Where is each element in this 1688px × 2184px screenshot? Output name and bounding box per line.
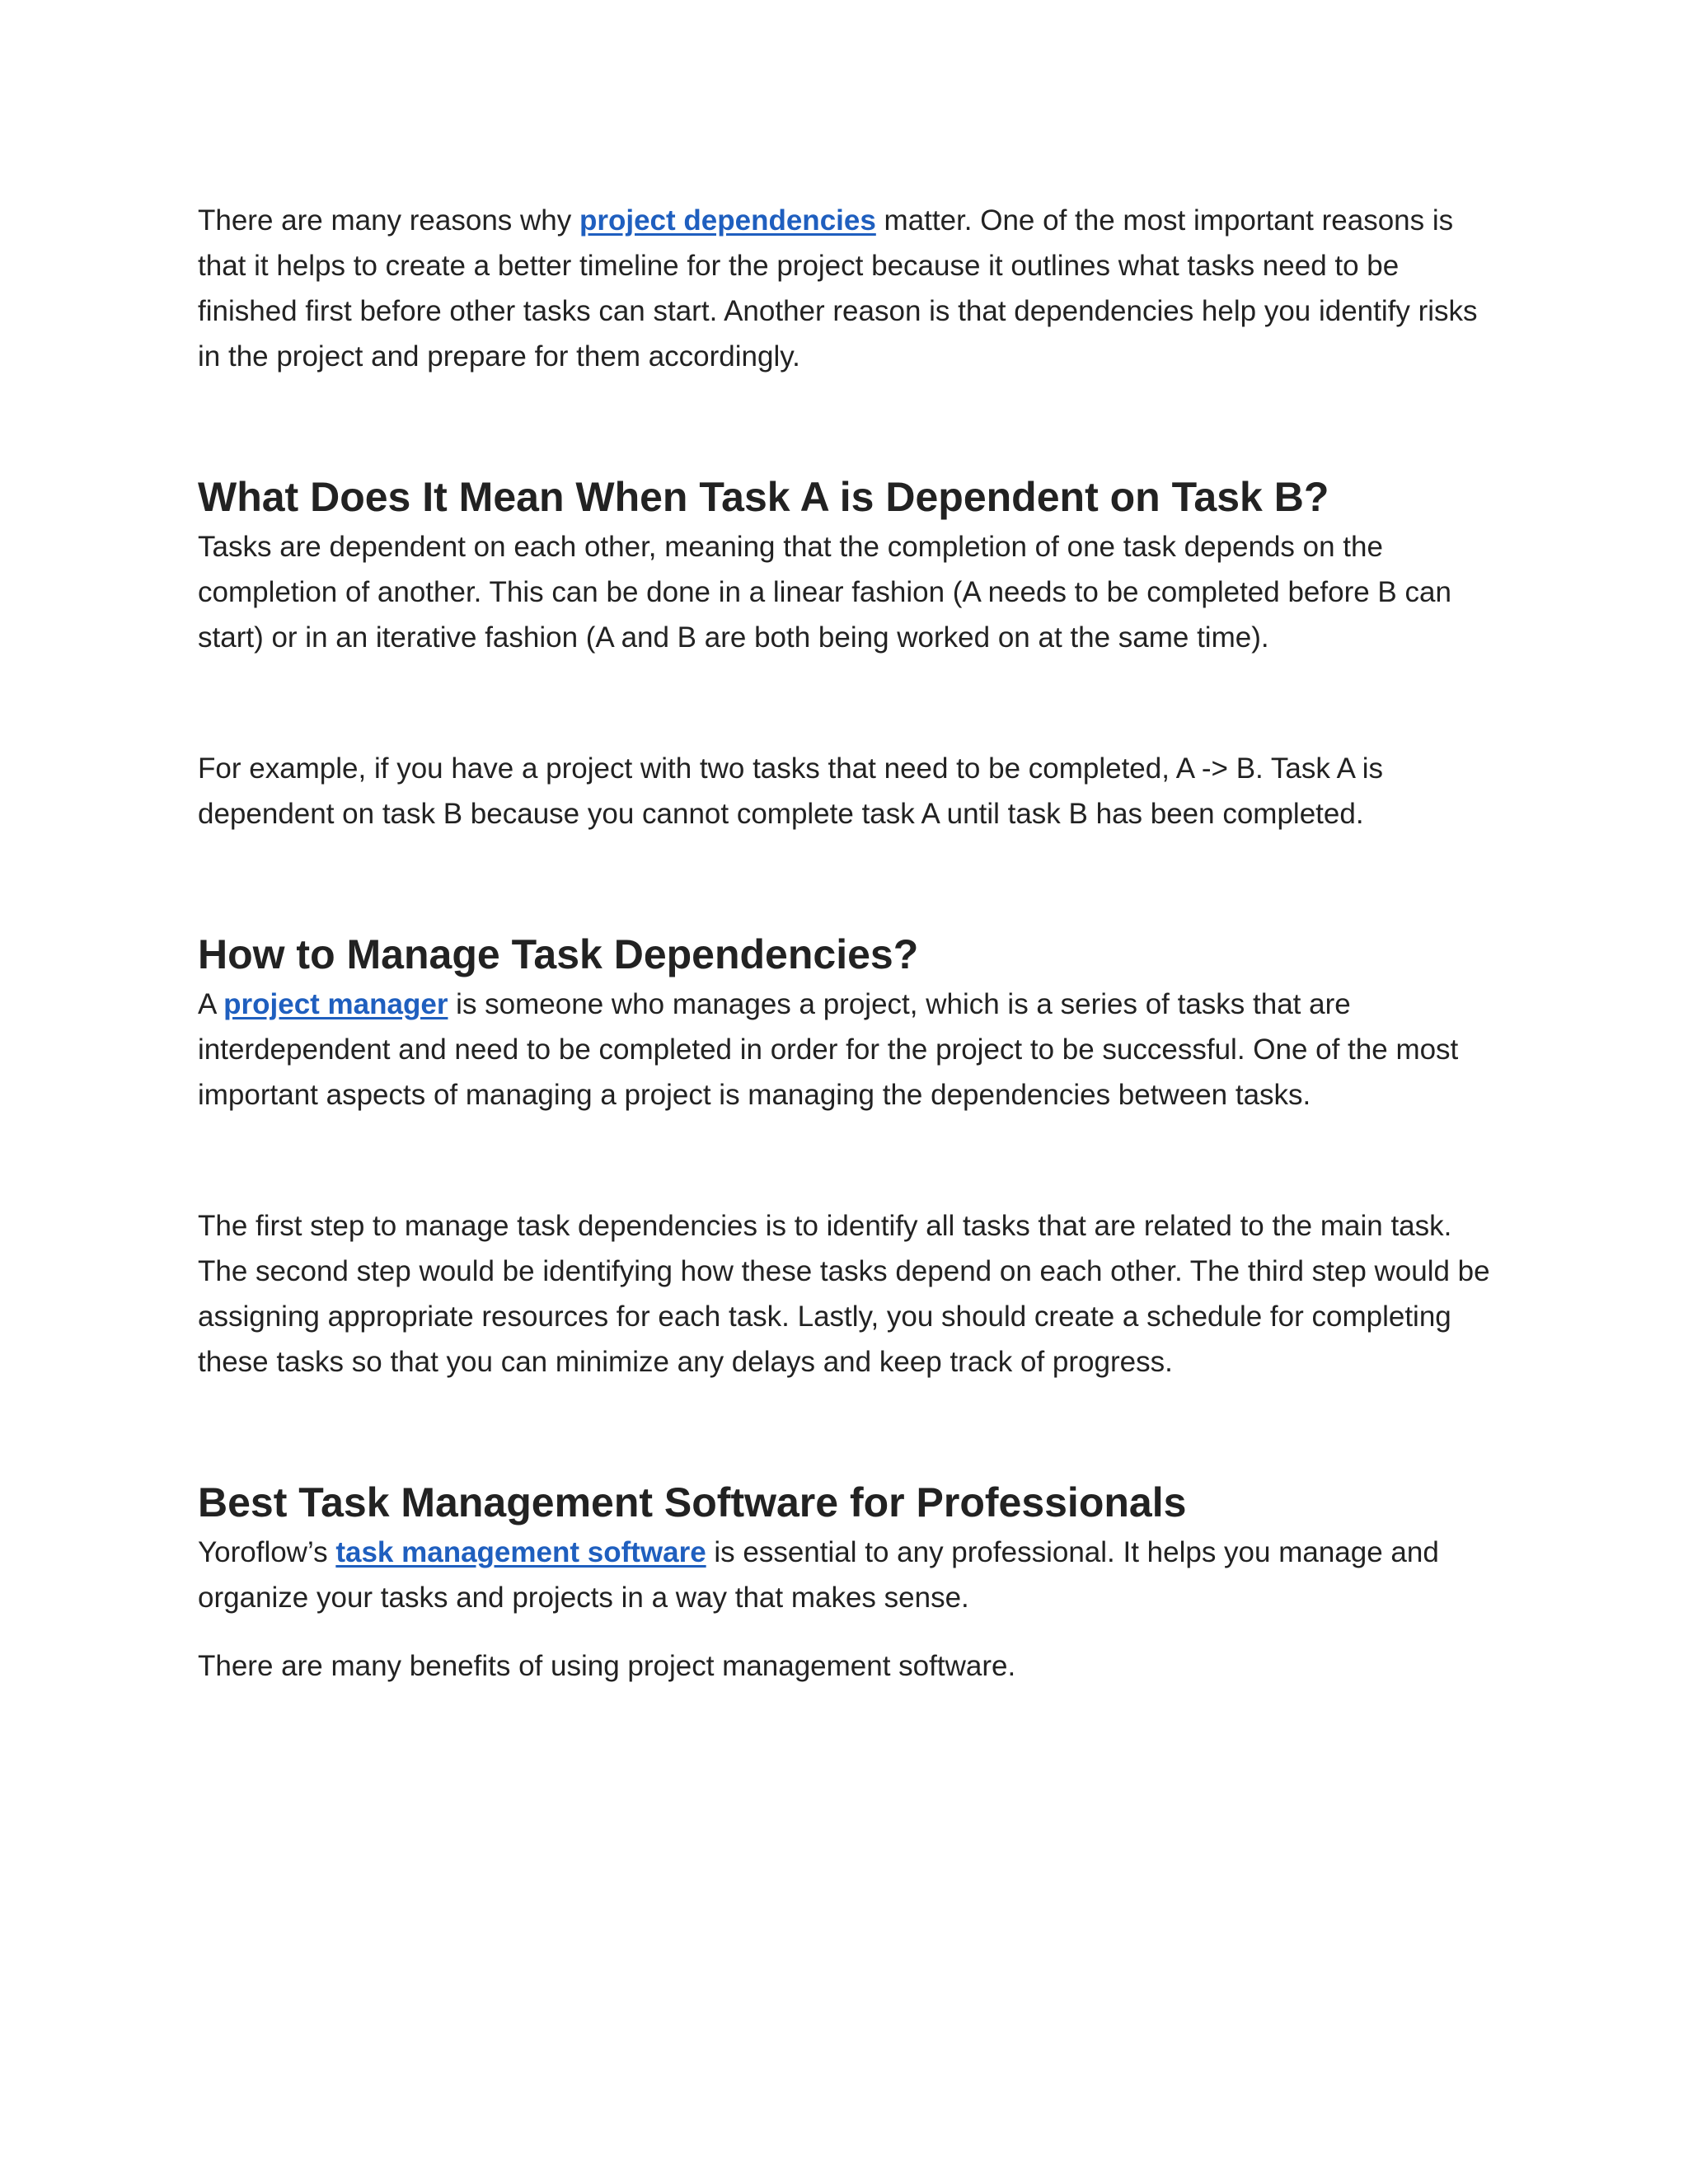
section1-paragraph-1: Tasks are dependent on each other, meaning that the completion of one task depends on the completion of another. This can be done in a linear fashion (A needs to be completed before B can start) or in an iterative fashion (A and B are both being worked on at the same time).: [198, 531, 1451, 654]
section2-text-before: A: [198, 988, 224, 1020]
section3-text-before: Yoroflow’s: [198, 1536, 336, 1568]
section-heading-best-software: Best Task Management Software for Professionals: [198, 1479, 1187, 1526]
section3-paragraph-2: There are many benefits of using project management software.: [198, 1650, 1016, 1682]
intro-text-after: matter. One of the most important reasons is that it helps to create a better timeline for the project because it outlines what tasks need to be finished first before other tasks can start. Another reason is that dependencies help you identify risks in the project and prepare for them accordingly.: [198, 204, 1478, 373]
spacer: [198, 1385, 1490, 1475]
intro-text-before: There are many reasons why: [198, 204, 579, 237]
spacer: [198, 1118, 1490, 1203]
spacer: [198, 837, 1490, 927]
task-management-software-link[interactable]: task management software: [335, 1536, 706, 1568]
section-heading-manage-dependencies: How to Manage Task Dependencies?: [198, 931, 919, 977]
section-heading-task-dependency: What Does It Mean When Task A is Dependent on Task B?: [198, 474, 1329, 520]
spacer: [198, 1620, 1490, 1643]
section3-paragraph-1: [198, 1530, 1490, 1620]
document-page: [198, 198, 1490, 1689]
intro-paragraph: [198, 198, 1490, 379]
section2-text-after: is someone who manages a project, which is a series of tasks that are interdependent and need to be completed in order for the project to be successful. One of the most important aspects of managing a project is managing the dependencies between tasks.: [198, 988, 1459, 1111]
spacer: [198, 379, 1490, 470]
section3-text-after: is essential to any professional. It helps you manage and organize your tasks and projects in a way that makes sense.: [198, 1536, 1439, 1614]
project-manager-link[interactable]: project manager: [223, 988, 448, 1020]
section2-paragraph-1: [198, 982, 1490, 1118]
spacer: [198, 660, 1490, 746]
project-dependencies-link[interactable]: project dependencies: [579, 204, 876, 237]
section1-paragraph-2: For example, if you have a project with two tasks that need to be completed, A -> B. Task A is dependent on task B because you cannot complete task A until task B has been completed.: [198, 752, 1384, 830]
section2-paragraph-2: The first step to manage task dependencies is to identify all tasks that are related to the main task. The second step would be identifying how these tasks depend on each other. The third step would be assigning appropriate resources for each task. Lastly, you should create a schedule for completing these tasks so that you can minimize any delays and keep track of progress.: [198, 1210, 1490, 1378]
